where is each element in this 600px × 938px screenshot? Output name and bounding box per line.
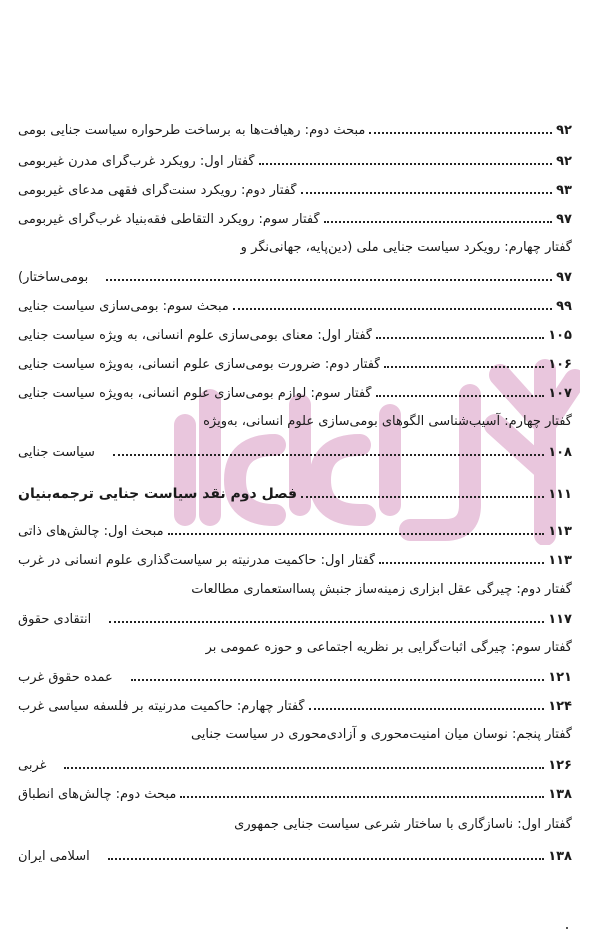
toc-page-number: ۱۱۷ xyxy=(548,611,572,627)
dot-leader xyxy=(259,153,553,165)
toc-entry[interactable] xyxy=(18,548,572,572)
toc-entry-title-continued: انتقادی حقوق xyxy=(18,611,92,627)
toc-entry-title-continued: اسلامی ایران xyxy=(18,848,90,864)
dot-leader xyxy=(180,786,544,798)
toc-entry-title[interactable]: گفتار چهارم: آسیب‌شناسی الگوهای بومی‌سازی علوم انسانی، به‌ویژه xyxy=(203,414,572,429)
dot-leader xyxy=(369,122,552,134)
dot-leader xyxy=(309,698,545,710)
toc-entry[interactable] xyxy=(18,694,572,718)
toc-entry-title[interactable]: گفتار پنجم: نوسان میان امنیت‌محوری و آزادی‌محوری در سیاست جنایی xyxy=(190,727,572,742)
toc-page-number: ۱۳۸ xyxy=(548,786,572,802)
toc-entry-title: گفتار دوم: رویکرد سنت‌گرای فقهی مدعای غیربومی xyxy=(18,182,297,198)
toc-entry-continuation[interactable] xyxy=(18,753,572,777)
toc-entry[interactable] xyxy=(18,519,572,543)
toc-entry[interactable] xyxy=(18,352,572,376)
toc-chapter-entry[interactable] xyxy=(18,482,572,506)
toc-entry-title: گفتار اول: حاکمیت مدرنیته بر سیاست‌گذاری علوم انسانی در غرب xyxy=(18,552,376,568)
toc-entry-title[interactable]: گفتار دوم: چیرگی عقل ابزاری زمینه‌ساز جنبش پسااستعماری مطالعات xyxy=(191,582,572,597)
toc-page-number: ۱۰۸ xyxy=(548,444,572,460)
toc-entry-title-continued: بومی‌ساختار) xyxy=(18,269,89,285)
toc-page-number: ۹۷ xyxy=(556,269,572,285)
dot-leader xyxy=(168,523,545,535)
dot-leader xyxy=(108,848,544,860)
toc-entry[interactable] xyxy=(18,381,572,405)
toc-page-number: ۱۱۱ xyxy=(548,486,572,502)
toc-entry-title[interactable]: گفتار سوم: چیرگی اثبات‌گرایی بر نظریه اجتماعی و حوزه عمومی بر xyxy=(205,640,572,655)
dot-leader xyxy=(109,611,544,623)
toc-page-number: ۱۲۶ xyxy=(548,757,572,773)
toc-entry-continuation[interactable] xyxy=(18,265,572,289)
toc-entry-title: گفتار سوم: لوازم بومی‌سازی علوم انسانی، به‌ویژه سیاست جنایی xyxy=(18,385,372,401)
toc-page-number: ۹۳ xyxy=(556,182,572,198)
dot-leader xyxy=(233,298,552,310)
toc-page-number: ۱۰۷ xyxy=(548,385,572,401)
toc-entry-title: گفتار سوم: رویکرد التقاطی فقه‌بنیاد غرب‌گرای غیربومی xyxy=(18,211,320,227)
toc-page-number: ۹۷ xyxy=(556,211,572,227)
page-speck xyxy=(566,927,568,929)
toc-entry-continuation[interactable] xyxy=(18,607,572,631)
toc-entry-title: مبحث اول: چالش‌های ذاتی xyxy=(18,523,164,539)
toc-entry[interactable] xyxy=(18,149,572,173)
toc-entry-title[interactable]: گفتار اول: ناسازگاری با ساختار شرعی سیاست جنایی جمهوری xyxy=(234,817,572,832)
toc-entry-title-continued: عمده حقوق غرب xyxy=(18,669,113,685)
toc-entry-title: مبحث سوم: بومی‌سازی سیاست جنایی xyxy=(18,298,229,314)
dot-leader xyxy=(113,444,544,456)
toc-page-number: ۹۲ xyxy=(556,122,572,138)
dot-leader xyxy=(64,757,544,769)
toc-entry-title: گفتار اول: معنای بومی‌سازی علوم انسانی، به ویژه سیاست جنایی xyxy=(18,327,373,343)
toc-entry[interactable] xyxy=(18,207,572,231)
dot-leader xyxy=(376,385,545,397)
toc-entry[interactable] xyxy=(18,782,572,806)
toc-entry-title[interactable]: گفتار چهارم: رویکرد سیاست جنایی ملی (دین‌پایه، جهانی‌نگر و xyxy=(240,240,572,255)
toc-page-number: ۱۳۸ xyxy=(548,848,572,864)
toc-entry[interactable] xyxy=(18,294,572,318)
toc-entry[interactable] xyxy=(18,323,572,347)
dot-leader xyxy=(324,211,552,223)
dot-leader xyxy=(384,356,544,368)
dot-leader xyxy=(376,327,544,339)
toc-entry-title: گفتار دوم: ضرورت بومی‌سازی علوم انسانی، به‌ویژه سیاست جنایی xyxy=(18,356,381,372)
dot-leader xyxy=(301,486,544,498)
toc-entry-title-continued: غربی xyxy=(18,757,47,773)
toc-page-number: ۱۲۴ xyxy=(548,698,572,714)
toc-entry-continuation[interactable] xyxy=(18,665,572,689)
toc-entry[interactable] xyxy=(18,118,572,142)
toc-page-number: ۱۱۳ xyxy=(548,523,572,539)
toc-page-number: ۱۰۵ xyxy=(548,327,572,343)
toc-entry-continuation[interactable] xyxy=(18,844,572,868)
toc-entry-title: مبحث دوم: رهیافت‌ها به برساخت طرحواره سیاست جنایی بومی xyxy=(18,122,366,138)
dot-leader xyxy=(301,182,553,194)
toc-page-number: ۱۲۱ xyxy=(548,669,572,685)
toc-entry-title-continued: سیاست جنایی xyxy=(18,444,95,460)
dot-leader xyxy=(106,269,552,281)
toc-entry-title: گفتار اول: رویکرد غرب‌گرای مدرن غیربومی xyxy=(18,153,255,169)
toc-entry-title: مبحث دوم: چالش‌های انطباق xyxy=(18,786,177,802)
toc-entry-continuation[interactable] xyxy=(18,440,572,464)
dot-leader xyxy=(379,552,544,564)
dot-leader xyxy=(131,669,544,681)
toc-page-number: ۱۱۳ xyxy=(548,552,572,568)
toc-page-number: ۱۰۶ xyxy=(548,356,572,372)
toc-entry-title: گفتار چهارم: حاکمیت مدرنیته بر فلسفه سیاسی غرب xyxy=(18,698,305,714)
chapter-title: فصل دوم نقد سیاست جنایی ترجمه‌بنیان xyxy=(18,486,298,502)
toc-entry[interactable] xyxy=(18,178,572,202)
toc-page-number: ۹۹ xyxy=(556,298,572,314)
toc-page-number: ۹۲ xyxy=(556,153,572,169)
